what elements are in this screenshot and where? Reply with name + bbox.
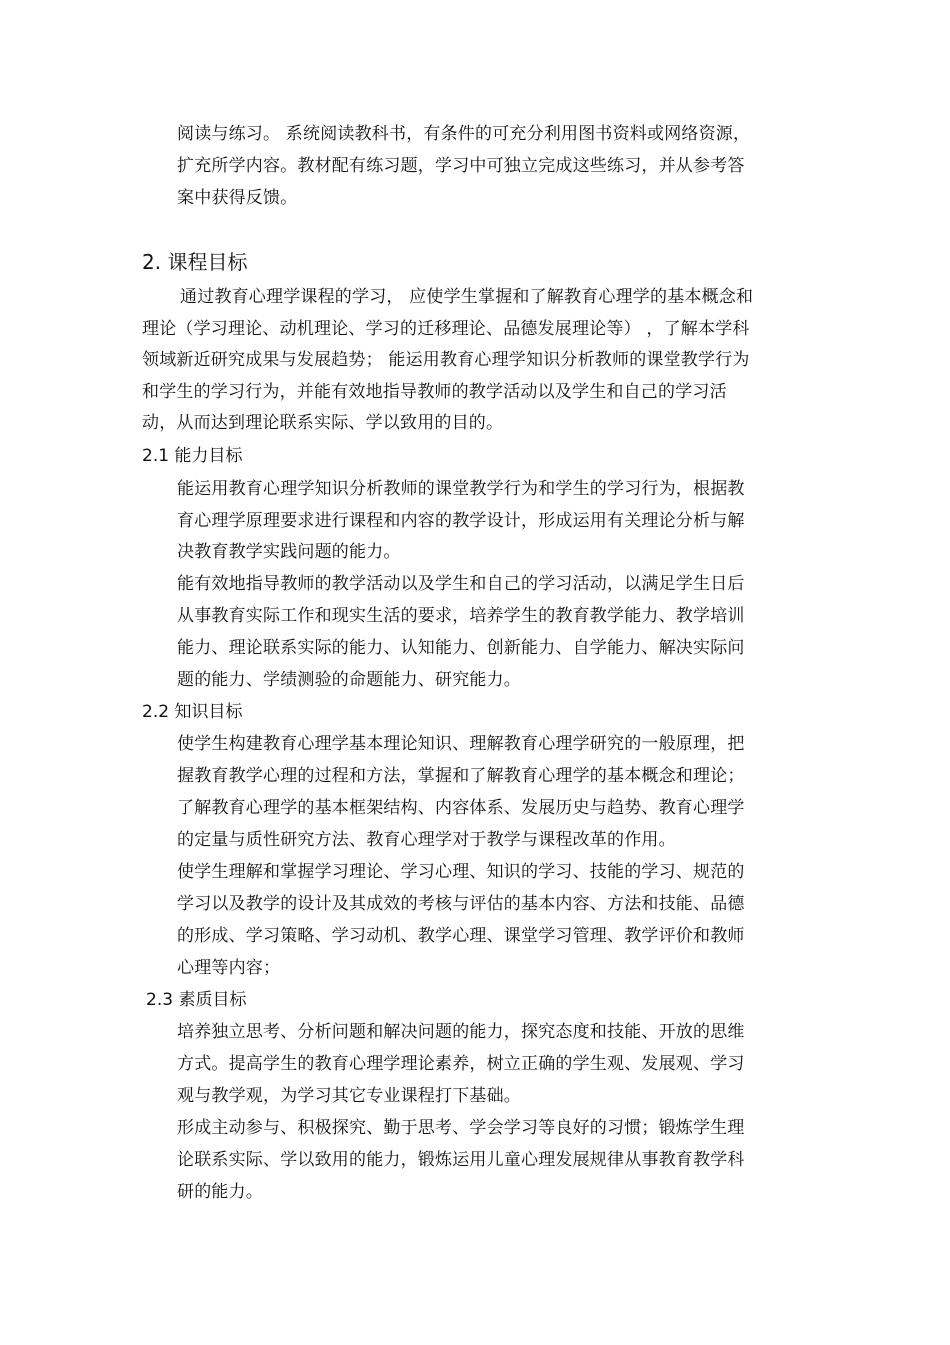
section2-line: 和学生的学习行为，并能有效地指导教师的教学活动以及学生和自己的学习活 — [142, 382, 727, 402]
knowledge-line: 使学生构建教育心理学基本理论知识、理解教育心理学研究的一般原理，把 — [177, 734, 745, 754]
ability-line: 能力、理论联系实际的能力、认知能力、创新能力、自学能力、解决实际问 — [177, 638, 745, 658]
section2-line: 通过教育心理学课程的学习， 应使学生掌握和了解教育心理学的基本概念和 — [180, 287, 754, 307]
quality-line: 研的能力。 — [177, 1182, 263, 1202]
knowledge-line: 心理等内容； — [177, 958, 281, 978]
ability-line: 决教育教学实践问题的能力。 — [177, 542, 401, 562]
ability-line: 育心理学原理要求进行课程和内容的教学设计，形成运用有关理论分析与解 — [177, 511, 745, 531]
knowledge-line: 学习以及教学的设计及其成效的考核与评估的基本内容、方法和技能、品德 — [177, 894, 745, 914]
knowledge-line: 握教育教学心理的过程和方法，掌握和了解教育心理学的基本概念和理论； — [177, 766, 745, 786]
intro-line: 扩充所学内容。教材配有练习题，学习中可独立完成这些练习，并从参考答 — [177, 156, 745, 176]
section-heading-course-goals: 2. 课程目标 — [142, 250, 248, 274]
ability-line: 能运用教育心理学知识分析教师的课堂教学行为和学生的学习行为，根据教 — [177, 479, 745, 499]
section2-line: 领域新近研究成果与发展趋势； 能运用教育心理学知识分析教师的课堂教学行为 — [142, 350, 750, 370]
quality-line: 培养独立思考、分析问题和解决问题的能力，探究态度和技能、开放的思维 — [177, 1022, 745, 1042]
section2-line: 动，从而达到理论联系实际、学以致用的目的。 — [142, 413, 504, 433]
ability-line: 题的能力、学绩测验的命题能力、研究能力。 — [177, 670, 521, 690]
knowledge-line: 了解教育心理学的基本框架结构、内容体系、发展历史与趋势、教育心理学 — [177, 798, 745, 818]
intro-line: 案中获得反馈。 — [177, 188, 298, 208]
subheading-knowledge-goals: 2.2 知识目标 — [142, 702, 243, 722]
intro-line: 阅读与练习。 系统阅读教科书，有条件的可充分利用图书资料或网络资源， — [177, 124, 751, 144]
knowledge-line: 的形成、学习策略、学习动机、教学心理、课堂学习管理、教学评价和教师 — [177, 926, 745, 946]
subheading-ability-goals: 2.1 能力目标 — [142, 446, 243, 466]
knowledge-line: 的定量与质性研究方法、教育心理学对于教学与课程改革的作用。 — [177, 830, 676, 850]
quality-line: 论联系实际、学以致用的能力，锻炼运用儿童心理发展规律从事教育教学科 — [177, 1150, 745, 1170]
ability-line: 从事教育实际工作和现实生活的要求，培养学生的教育教学能力、教学培训 — [177, 606, 745, 626]
subheading-quality-goals: 2.3 素质目标 — [146, 990, 247, 1010]
ability-line: 能有效地指导教师的教学活动以及学生和自己的学习活动，以满足学生日后 — [177, 574, 745, 594]
quality-line: 形成主动参与、积极探究、勤于思考、学会学习等良好的习惯；锻炼学生理 — [177, 1118, 745, 1138]
quality-line: 方式。提高学生的教育心理学理论素养，树立正确的学生观、发展观、学习 — [177, 1054, 745, 1074]
knowledge-line: 使学生理解和掌握学习理论、学习心理、知识的学习、技能的学习、规范的 — [177, 862, 745, 882]
quality-line: 观与教学观，为学习其它专业课程打下基础。 — [177, 1086, 521, 1106]
section2-line: 理论（学习理论、动机理论、学习的迁移理论、品德发展理论等） ，了解本学科 — [142, 319, 750, 339]
